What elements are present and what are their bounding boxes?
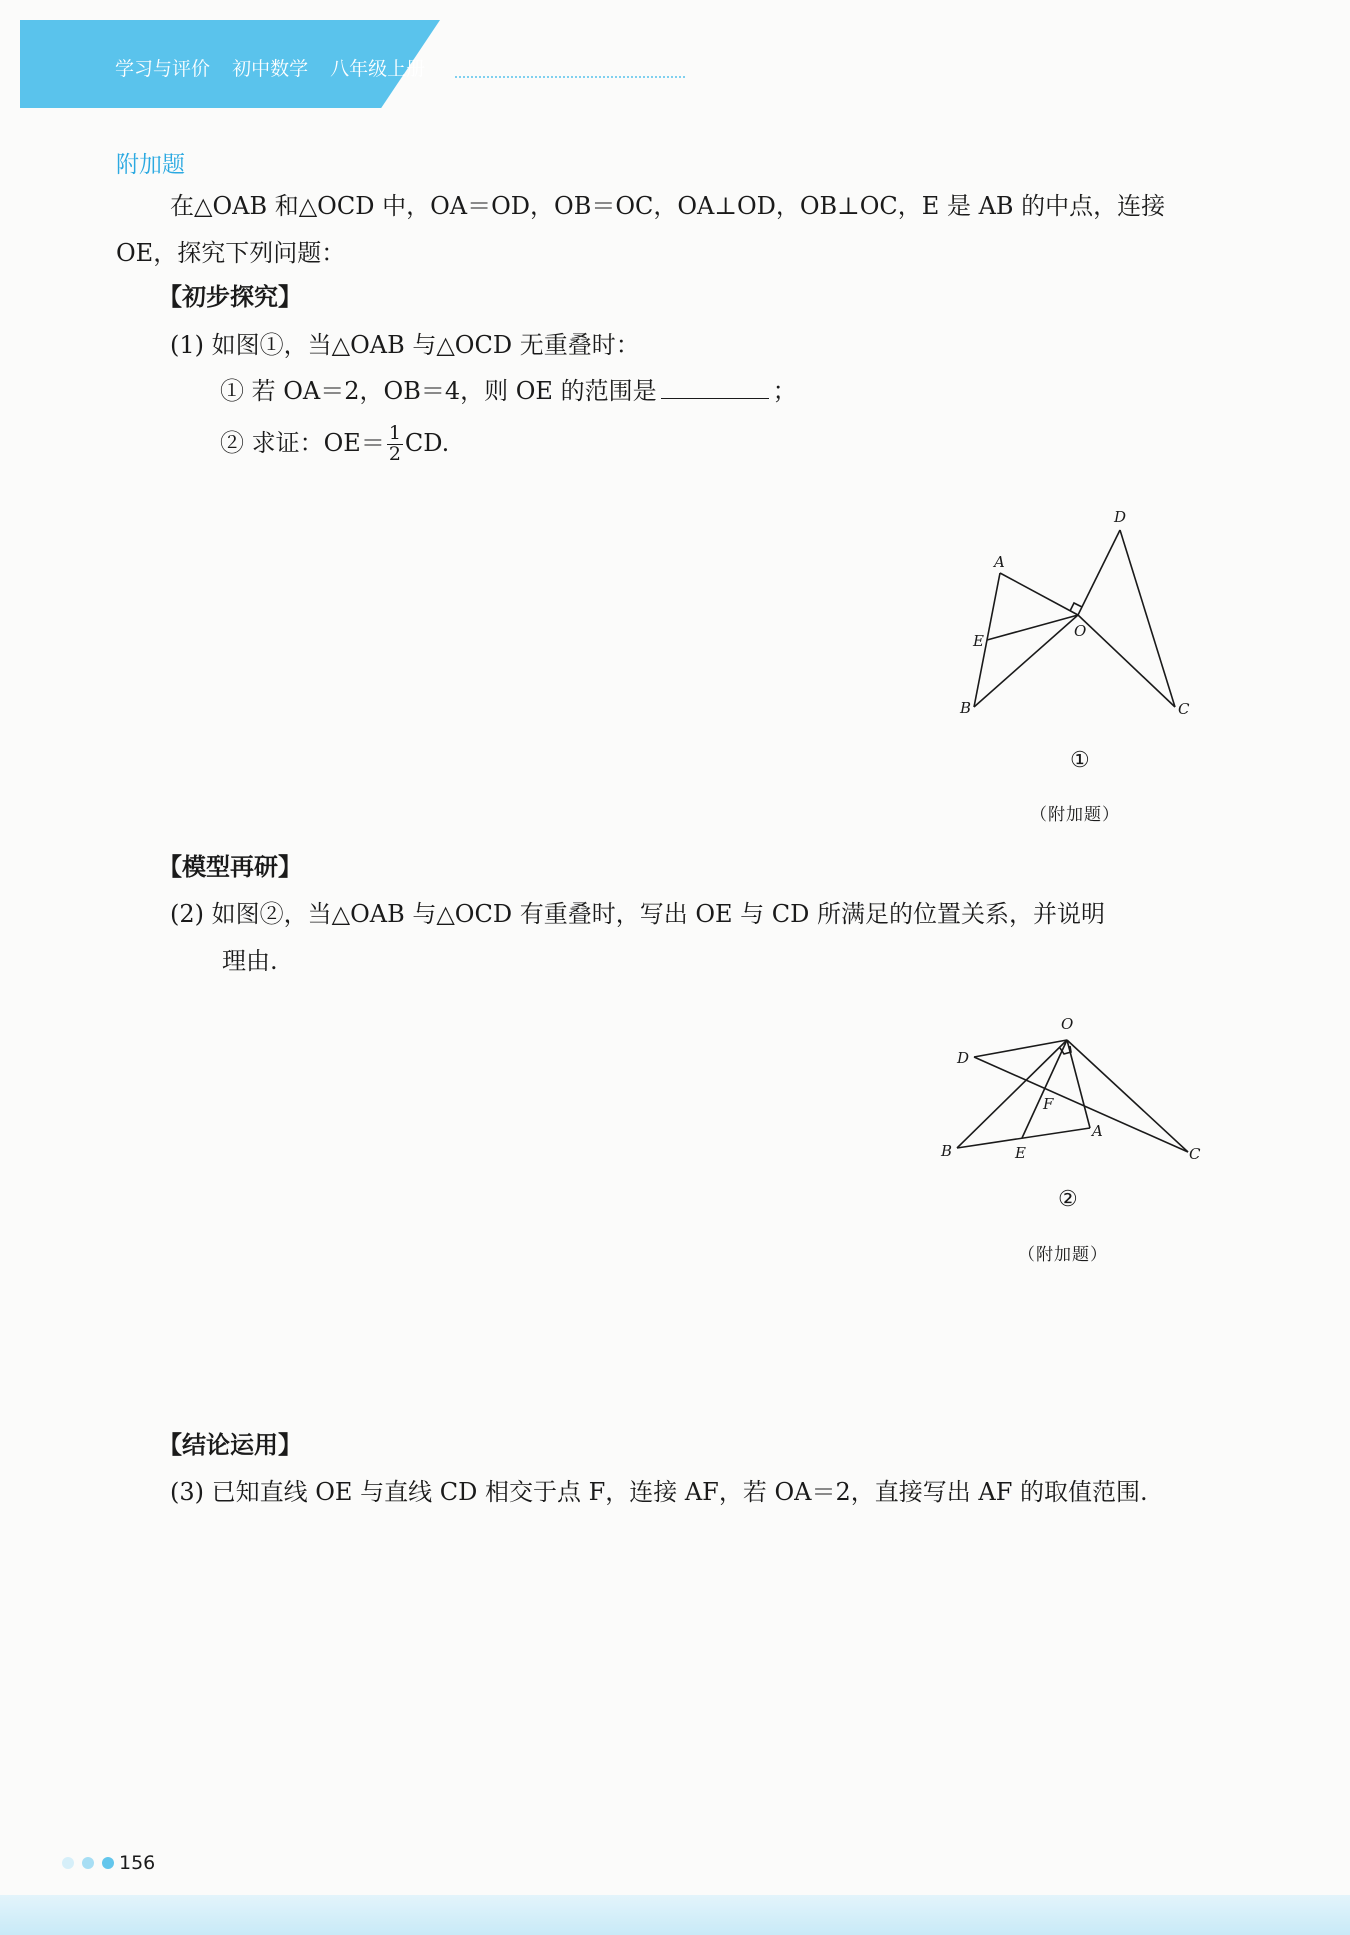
label-C: C <box>1178 700 1190 718</box>
header-series: 学习与评价 <box>115 58 211 80</box>
part2-question-line-1: (2) 如图②，当△OAB 与△OCD 有重叠时，写出 OE 与 CD 所满足的位置关系，并说明 <box>170 900 1106 928</box>
figure-2-caption: （附加题） <box>1018 1245 1108 1265</box>
segment-OB <box>957 1040 1067 1148</box>
label-A: A <box>994 553 1005 571</box>
label-O: O <box>1061 1015 1074 1033</box>
item1-end: ； <box>772 377 797 405</box>
label-B: B <box>941 1142 953 1160</box>
intro-line-2: OE，探究下列问题： <box>116 239 346 267</box>
running-header <box>115 54 441 81</box>
figure-1 <box>950 505 1210 720</box>
segment-DC <box>974 1057 1188 1152</box>
label-B: B <box>960 699 972 717</box>
part3-question: (3) 已知直线 OE 与直线 CD 相交于点 F，连接 AF，若 OA＝2，直接写出 AF 的取值范围. <box>170 1478 1148 1506</box>
figure-2-number: ② <box>1058 1187 1078 1212</box>
label-F: F <box>1043 1095 1054 1113</box>
figure-2 <box>930 1010 1210 1160</box>
label-E: E <box>1015 1144 1026 1160</box>
item2-end: CD. <box>404 428 450 457</box>
segment-OA <box>1067 1040 1090 1128</box>
header-subject: 初中数学 <box>232 58 309 80</box>
part1-item1 <box>220 378 797 403</box>
part3-heading: 【结论运用】 <box>158 1430 302 1459</box>
fraction-denominator: 2 <box>388 442 401 465</box>
label-O: O <box>1074 622 1087 640</box>
header-dotted-rule <box>455 76 685 78</box>
part1-question: (1) 如图①，当△OAB 与△OCD 无重叠时： <box>170 331 640 359</box>
fraction-one-half <box>387 424 403 465</box>
section-title: 附加题 <box>116 152 185 178</box>
fraction-numerator: 1 <box>388 422 401 444</box>
header-grade: 八年级上册 <box>330 58 426 80</box>
page-number-dots <box>60 1855 124 1871</box>
figure-1-number: ① <box>1070 748 1090 773</box>
part1-heading: 【初步探究】 <box>158 282 302 311</box>
item2-text: ② 求证：OE＝ <box>220 428 385 457</box>
part1-item2 <box>220 424 449 465</box>
figure-1-caption: （附加题） <box>1030 805 1120 825</box>
segment-OC <box>1067 1040 1188 1152</box>
page-number: 156 <box>119 1852 156 1874</box>
dot-2 <box>82 1857 94 1869</box>
intro-line-1: 在△OAB 和△OCD 中，OA＝OD，OB＝OC，OA⊥OD，OB⊥OC，E 是 AB 的中点，连接 <box>170 192 1166 220</box>
segment-OD <box>1078 530 1120 615</box>
label-D: D <box>957 1049 970 1067</box>
answer-blank <box>661 378 769 399</box>
label-E: E <box>973 632 984 650</box>
part2-question-line-2: 理由. <box>222 947 278 975</box>
label-C: C <box>1189 1145 1201 1160</box>
segment-OA <box>1000 573 1078 615</box>
dot-3 <box>102 1857 114 1869</box>
part2-heading: 【模型再研】 <box>158 852 302 881</box>
footer-band <box>0 1895 1350 1935</box>
item1-text: ① 若 OA＝2，OB＝4，则 OE 的范围是 <box>220 377 657 405</box>
label-D: D <box>1114 508 1127 526</box>
label-A: A <box>1092 1122 1103 1140</box>
dot-1 <box>62 1857 74 1869</box>
